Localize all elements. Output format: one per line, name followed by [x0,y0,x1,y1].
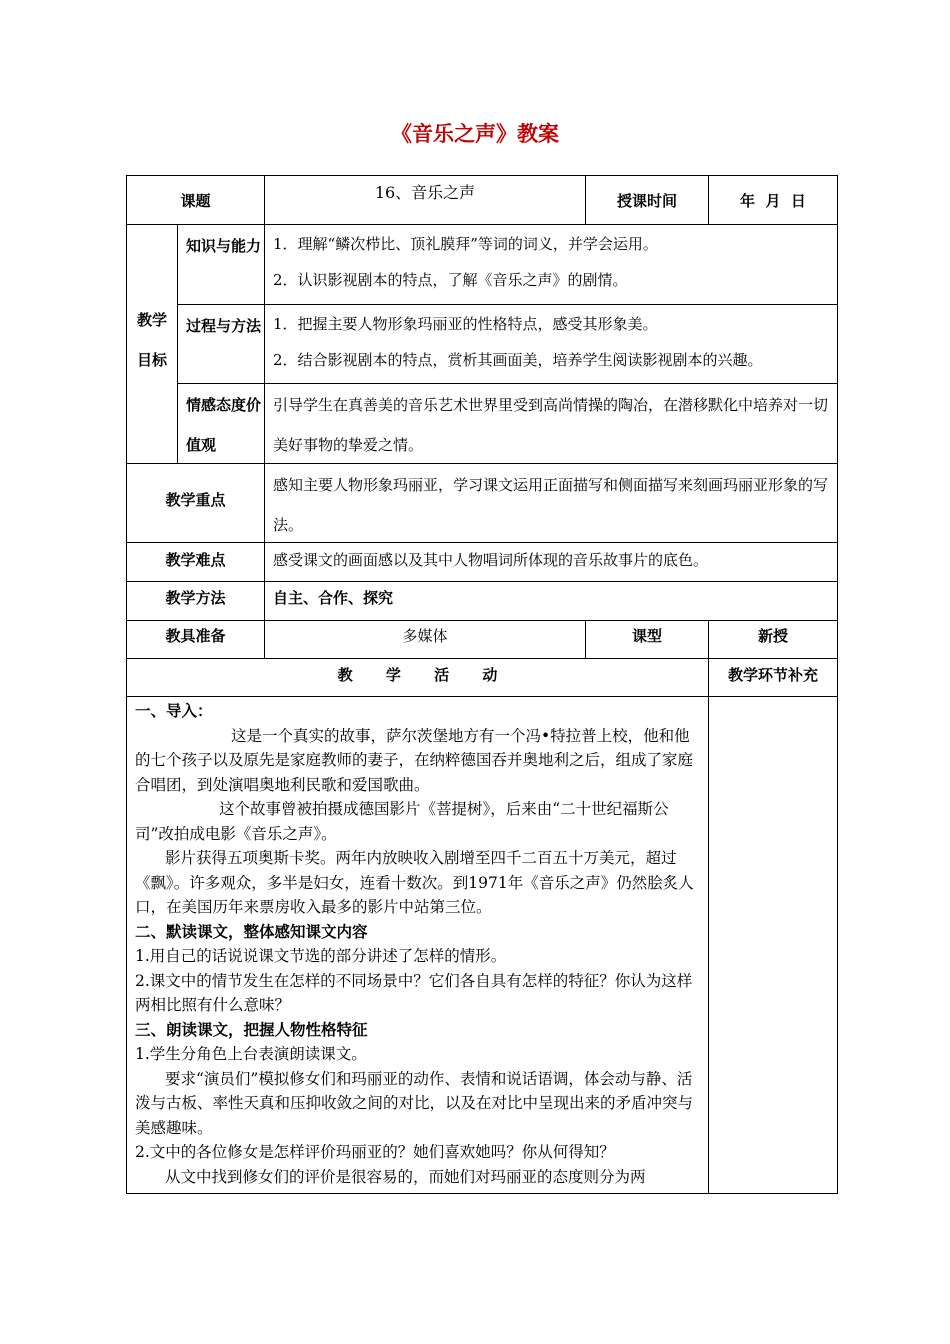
objective-line: 1．理解“鳞次栉比、顶礼膜拜”等词的词义，并学会运用。 [273,235,658,253]
document-title: 《音乐之声》教案 [391,122,559,146]
paragraph: 要求“演员们”模拟修女们和玛丽亚的动作、表情和说话语调，体会动与静、活泼与古板、率性天真和压抑收敛之间的对比，以及在对比中呈现出来的矛盾冲突与美感趣味。 [135,1069,694,1137]
section-heading: 三、朗读课文，把握人物性格特征 [135,1020,368,1039]
paragraph: 1.用自己的话说说课文节选的部分讲述了怎样的情形。 [135,947,507,965]
time-value: 年 月 日 [740,192,806,210]
difficulty-value: 感受课文的画面感以及其中人物唱词所体现的音乐故事片的底色。 [273,551,709,569]
objective-category-2: 过程与方法 [186,317,262,335]
activities-label: 教 学 活 动 [337,666,498,684]
objective-line: 1．把握主要人物形象玛丽亚的性格特点，感受其形象美。 [273,315,658,333]
paragraph: 这个故事曾被拍摄成德国影片《菩提树》，后来由“二十世纪福斯公司”改拍成电影《音乐之声》。 [135,800,669,843]
method-label: 教学方法 [165,589,226,607]
objective-category-1: 知识与能力 [186,237,262,255]
paragraph: 2.课文中的情节发生在怎样的不同场景中？它们各自具有怎样的特征？你认为这样两相比照有什么意味？ [135,971,693,1014]
materials-label: 教具准备 [165,627,226,645]
objective-text-3: 引导学生在真善美的音乐艺术世界里受到高尚情操的陶冶，在潜移默化中培养对一切美好事物的挚爱之情。 [273,396,829,454]
paragraph: 影片获得五项奥斯卡奖。两年内放映收入剧增至四千二百五十万美元，超过《飘》。许多观众，多半是妇女，连看十数次。到1971年《音乐之声》仍然脍炙人口，在美国历年来票房收入最多的影片中站第三位。 [135,849,694,916]
lesson-type-value: 新授 [757,627,788,645]
section-heading: 二、默读课文，整体感知课文内容 [135,922,368,941]
supplement-label: 教学环节补充 [727,666,818,684]
section-heading: 一、导入： [135,702,213,720]
objective-line: 2．结合影视剧本的特点，赏析其画面美，培养学生阅读影视剧本的兴趣。 [273,351,763,369]
paragraph: 2.文中的各位修女是怎样评价玛丽亚的？她们喜欢她吗？你从何得知？ [135,1143,615,1161]
activities-content [135,699,701,1189]
key-point-label: 教学重点 [165,491,226,509]
topic-label: 课题 [180,192,211,210]
difficulty-label: 教学难点 [165,551,226,569]
objective-category-3: 情感态度价值观 [186,396,262,454]
objective-text-1 [273,226,833,298]
topic-value: 16、音乐之声 [374,183,476,202]
lesson-type-label: 课型 [631,627,662,645]
materials-value: 多媒体 [402,627,448,645]
objectives-label-text: 教学目标 [136,311,167,369]
objective-line: 2．认识影视剧本的特点，了解《音乐之声》的剧情。 [273,271,628,289]
key-point-value: 感知主要人物形象玛丽亚，学习课文运用正面描写和侧面描写来刻画玛丽亚形象的写法。 [273,476,829,534]
paragraph: 1.学生分角色上台表演朗读课文。 [135,1045,367,1063]
objective-text-2 [273,306,833,378]
time-label: 授课时间 [616,192,677,210]
method-value: 自主、合作、探究 [273,589,394,607]
paragraph: 从文中找到修女们的评价是很容易的，而她们对玛丽亚的态度则分为两 [165,1167,646,1186]
paragraph: 这是一个真实的故事，萨尔茨堡地方有一个冯•特拉普上校，他和他的七个孩子以及原先是家庭教师的妻子，在纳粹德国吞并奥地利之后，组成了家庭合唱团，到处演唱奥地利民歌和爱国歌曲。 [135,726,694,794]
objectives-label [127,300,177,380]
